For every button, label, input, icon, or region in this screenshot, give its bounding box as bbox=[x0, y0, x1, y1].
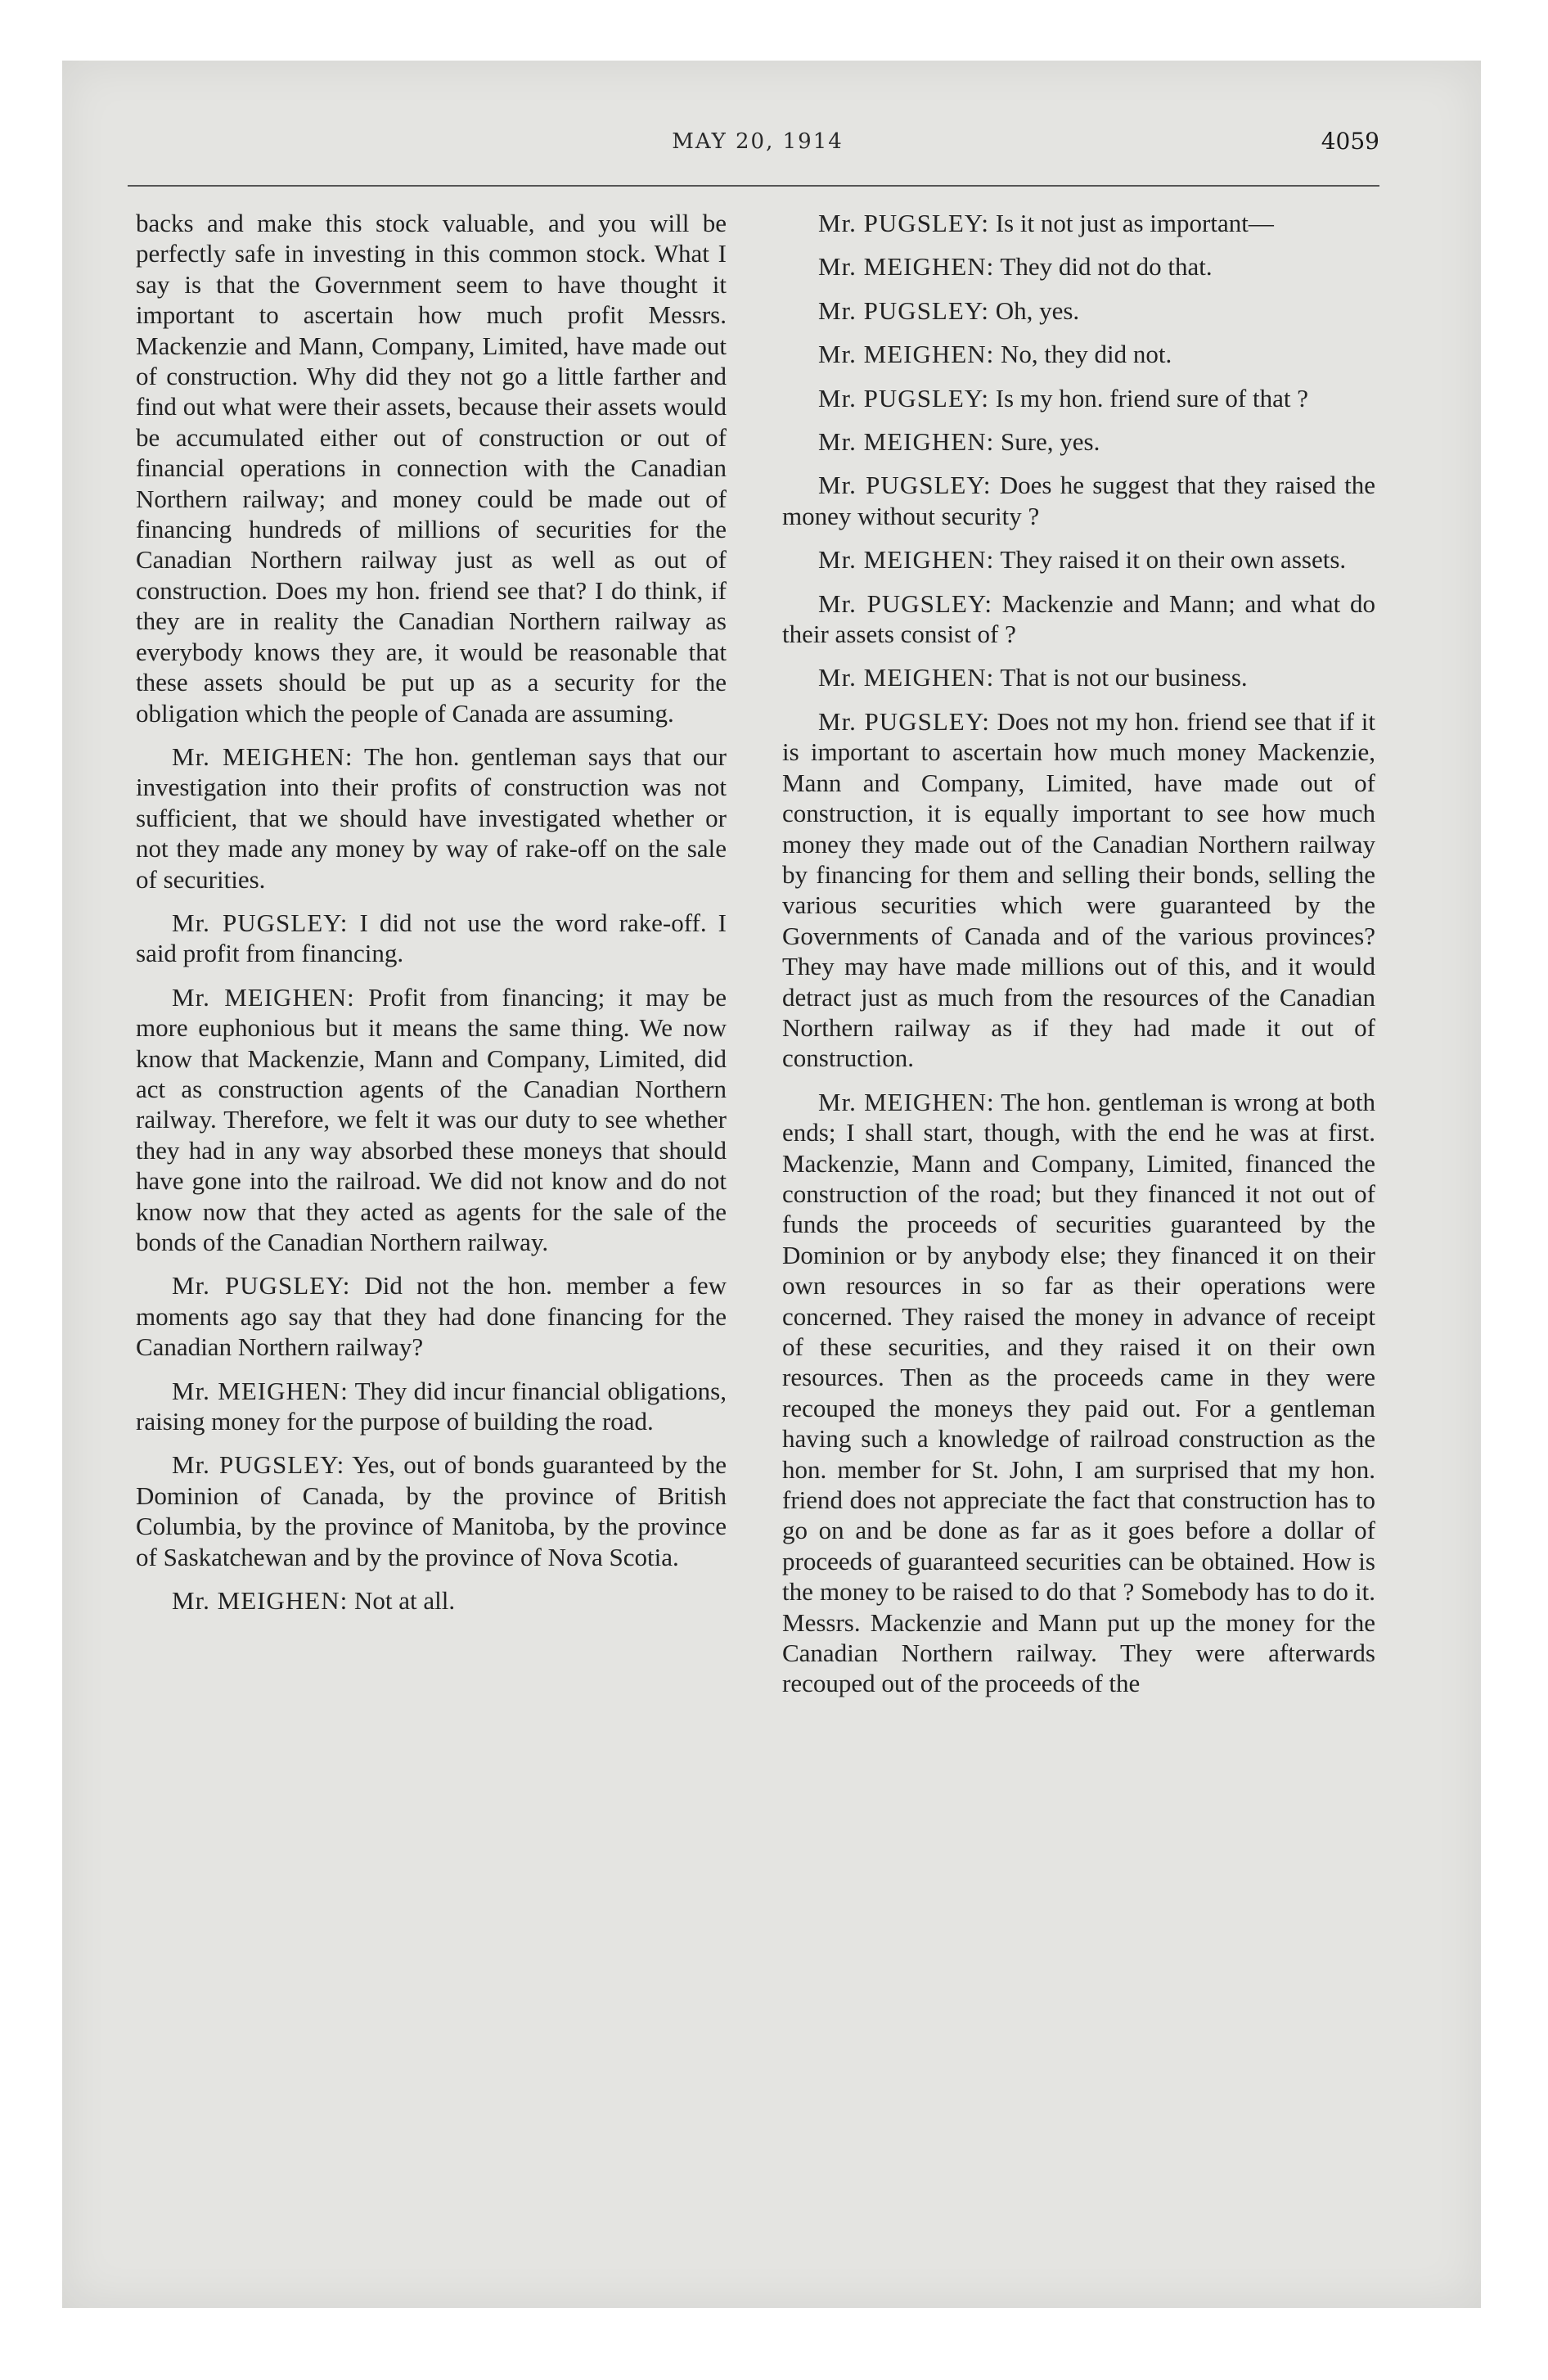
speaker-name: Mr. PUGSLEY: bbox=[818, 588, 992, 618]
speaker-name: Mr. PUGSLEY: bbox=[172, 908, 349, 937]
speaker-name: Mr. PUGSLEY: bbox=[818, 383, 989, 412]
speech bbox=[782, 1087, 1375, 1699]
speaker-name: Mr. MEIGHEN: bbox=[818, 340, 995, 369]
speech-text: Profit from financing; it may be more euphonious but it means the same thing. We now know that Mackenzie, Mann and Company, Limited, did act as construction agents of the Canadian Northern railway. Therefore, we felt it was our duty to see whether they had in any way absorbed these moneys that should have gone into the railroad. We did not know and do not know now that they acted as agents for the sale of the bonds of the Canadian Northern railway. bbox=[136, 982, 727, 1256]
right-column bbox=[782, 208, 1375, 1712]
speech bbox=[782, 544, 1375, 575]
speech-text: That is not our business. bbox=[1000, 663, 1248, 692]
speaker-name: Mr. MEIGHEN: bbox=[818, 663, 995, 692]
speaker-name: Mr. PUGSLEY: bbox=[172, 1450, 345, 1480]
speech bbox=[782, 295, 1375, 326]
speech bbox=[136, 1585, 727, 1616]
speaker-name: Mr. MEIGHEN: bbox=[818, 1087, 995, 1116]
speaker-name: Mr. PUGSLEY: bbox=[818, 295, 989, 325]
speech-text: Oh, yes. bbox=[995, 295, 1080, 325]
speaker-name: Mr. MEIGHEN: bbox=[172, 1586, 349, 1616]
speech-text: Is my hon. friend sure of that ? bbox=[995, 383, 1308, 412]
scanned-page bbox=[62, 61, 1481, 2308]
header-rule bbox=[128, 185, 1379, 187]
speech-text: Is it not just as important— bbox=[995, 209, 1274, 237]
speaker-name: Mr. PUGSLEY: bbox=[172, 1271, 351, 1300]
speech-text: Does he suggest that they raised the money without security ? bbox=[782, 471, 1375, 530]
speech-text: They raised it on their own assets. bbox=[1000, 545, 1347, 575]
speech-text: Not at all. bbox=[353, 1586, 456, 1616]
speech bbox=[136, 1270, 727, 1362]
page-date: MAY 20, 1914 bbox=[672, 129, 844, 154]
speaker-name: Mr. PUGSLEY: bbox=[818, 706, 990, 736]
speech bbox=[782, 339, 1375, 369]
speech-text: I did not use the word rake-off. I said profit from financing. bbox=[136, 908, 727, 968]
speech bbox=[136, 1376, 727, 1437]
speech bbox=[136, 908, 727, 969]
speech-text: Sure, yes. bbox=[1000, 427, 1100, 457]
speech bbox=[782, 706, 1375, 1074]
speech-text: No, they did not. bbox=[1000, 340, 1172, 369]
page-header bbox=[136, 124, 1379, 174]
speech-text: The hon. gentleman is wrong at both ends; I shall start, though, with the end he was at first. Mackenzie, Mann and Company, Limited, financed the construction of the road; but they financed it not out of funds the proceeds of securities guaranteed by the Dominion or by anybody else; they financed it on their own resources in so far as their operations were concerned. They raised the money in advance of receipt of these securities, and they raised it on their own resources. Then as the proceeds came in they were recouped the moneys they paid out. For a gentleman having such a knowledge of railroad construction as the hon. member for St. John, I am surprised that my hon. friend does not appreciate the fact that construction has to go on and be done as far as it goes before a dollar of proceeds of guaranteed securities can be obtained. How is the money to be raised to do that ? Somebody has to do it. Messrs. Mackenzie and Mann put up the money for the Canadian Northern railway. They were afterwards recouped out of the proceeds of the bbox=[782, 1087, 1375, 1698]
paragraph-text: backs and make this stock valuable, and you will be perfectly safe in investing in this common stock. What I say is that the Government seem to have thought it important to ascertain how much profit Messrs. Mackenzie and Mann, Company, Limited, have made out of construction. Why did they not go a little farther and find out what were their assets, because their assets would be accumulated either out of construction or out of financial operations in connection with the Canadian Northern railway; and money could be made out of financing hundreds of millions of securities for the Canadian Northern railway just as well as out of construction. Does my hon. friend see that? I do think, if they are in reality the Canadian Northern railway as everybody knows they are, it would be reasonable that these assets should be put up as a security for the obligation which the people of Canada are assuming. bbox=[136, 209, 727, 728]
speech-text: They did not do that. bbox=[1000, 252, 1213, 282]
page-number: 4059 bbox=[1321, 128, 1379, 155]
speech-text: Yes, out of bonds guaranteed by the Dominion of Canada, by the province of British Columbia, by the province of Manitoba, by the province of Saskatchewan and by the province of Nova Scotia. bbox=[136, 1450, 727, 1571]
speech bbox=[782, 383, 1375, 413]
speech-text: Does not my hon. friend see that if it is important to ascertain how much money Mackenzie, Mann and Company, Limited, have made out of construction, it is equally important to see how much money they made out of the Canadian Northern railway by financing for them and selling their bonds, selling the various securities which were guaranteed by the Governments of Canada and of the various provinces? They may have made millions out of this, and it would detract just as much from the resources of the Canadian Northern railway as if they had made it out of construction. bbox=[782, 706, 1375, 1073]
speech bbox=[782, 426, 1375, 457]
speaker-name: Mr. MEIGHEN: bbox=[172, 741, 353, 771]
speech bbox=[136, 741, 727, 895]
speech bbox=[782, 588, 1375, 650]
speaker-name: Mr. PUGSLEY: bbox=[818, 471, 992, 500]
speaker-name: Mr. PUGSLEY: bbox=[818, 209, 989, 237]
speech bbox=[136, 982, 727, 1258]
speech-text: Did not the hon. member a few moments ago say that they had done financing for the Canadian Northern railway? bbox=[136, 1271, 727, 1362]
speech bbox=[782, 208, 1375, 238]
speech bbox=[782, 662, 1375, 692]
speaker-name: Mr. MEIGHEN: bbox=[818, 252, 995, 282]
speech-text: The hon. gentleman says that our investigation into their profits of construction was not sufficient, that we should have investigated whether or not they made any money by way of rake-off on the sale of securities. bbox=[136, 741, 727, 894]
speaker-name: Mr. MEIGHEN: bbox=[172, 1376, 349, 1405]
speech bbox=[782, 251, 1375, 282]
speech bbox=[136, 1449, 727, 1572]
left-column bbox=[136, 208, 727, 1629]
speech-text: Mackenzie and Mann; and what do their assets consist of ? bbox=[782, 588, 1375, 649]
paragraph bbox=[136, 208, 727, 728]
speech-text: They did incur financial obligations, raising money for the purpose of building the road. bbox=[136, 1376, 727, 1436]
speaker-name: Mr. MEIGHEN: bbox=[818, 545, 995, 575]
speaker-name: Mr. MEIGHEN: bbox=[818, 427, 995, 457]
speaker-name: Mr. MEIGHEN: bbox=[172, 982, 355, 1012]
speech bbox=[782, 470, 1375, 531]
